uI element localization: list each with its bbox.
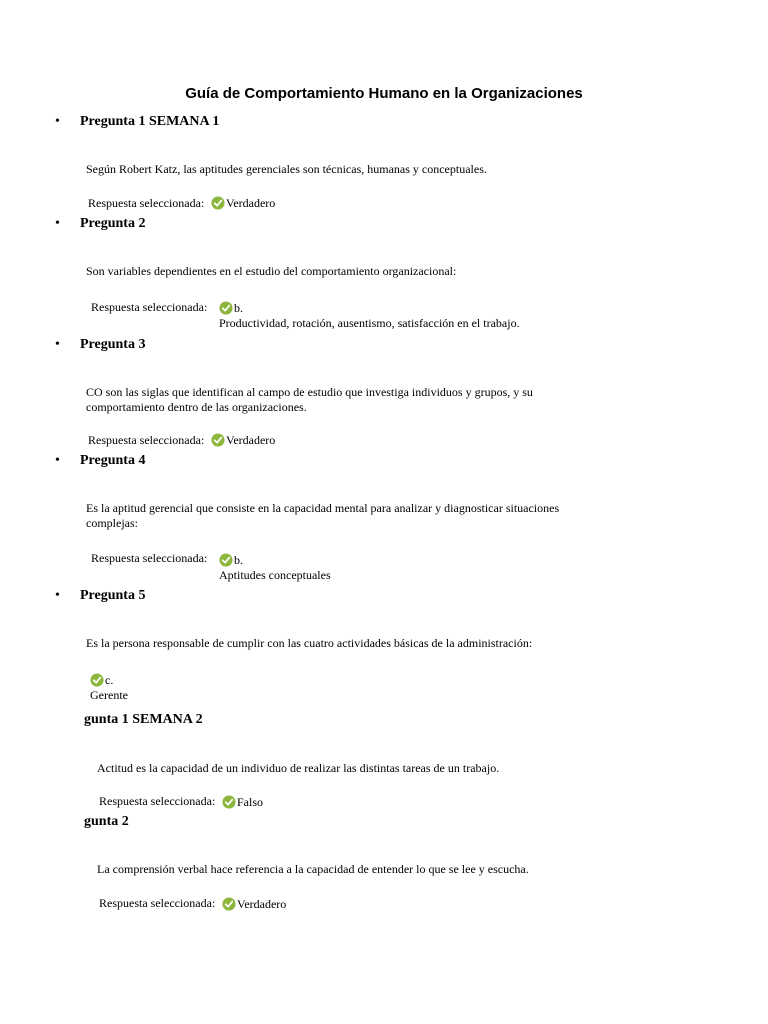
bullet: • (55, 588, 60, 603)
answer-label: Respuesta seleccionada: (88, 196, 205, 210)
answer-label: Respuesta seleccionada: (91, 300, 208, 314)
question-text: Según Robert Katz, las aptitudes gerenciales son técnicas, humanas y conceptuales. (86, 162, 487, 176)
answer-label: Respuesta seleccionada: (99, 794, 216, 808)
selected-answer (222, 897, 286, 912)
question-heading: Pregunta 5 (80, 588, 146, 603)
answer-label: Respuesta seleccionada: (91, 551, 208, 565)
answer-value: Verdadero (226, 433, 276, 447)
question-heading: gunta 2 (84, 814, 129, 829)
bullet: • (55, 114, 60, 129)
answer-value: Gerente (90, 688, 128, 702)
bullet: • (55, 216, 60, 231)
page-title: Guía de Comportamiento Humano en la Organizaciones (185, 85, 583, 102)
bullet: • (55, 337, 60, 352)
selected-answer (211, 196, 275, 211)
bullet: • (55, 453, 60, 468)
check-icon (211, 433, 225, 447)
selected-answer (222, 795, 263, 810)
question-heading: Pregunta 3 (80, 337, 146, 352)
answer-value: Verdadero (237, 897, 287, 911)
check-icon (222, 897, 236, 911)
check-icon (219, 553, 233, 567)
check-icon (222, 795, 236, 809)
answer-label: Respuesta seleccionada: (99, 896, 216, 910)
question-heading: Pregunta 2 (80, 216, 146, 231)
answer-value: Falso (237, 795, 264, 809)
selected-answer (90, 673, 113, 688)
check-icon (211, 196, 225, 210)
selected-answer (219, 553, 243, 568)
question-text: Son variables dependientes en el estudio del comportamiento organizacional: (86, 264, 457, 278)
check-icon (90, 673, 104, 687)
question-text: CO son las siglas que identifican al campo de estudio que investiga individuos y grupos, y su comportamiento dentro de las organizaciones. (86, 385, 533, 414)
selected-answer (211, 433, 275, 448)
check-icon (219, 301, 233, 315)
answer-label: Respuesta seleccionada: (88, 433, 205, 447)
answer-value: Productividad, rotación, ausentismo, satisfacción en el trabajo. (219, 316, 520, 330)
answer-option: b. (234, 553, 243, 567)
selected-answer (219, 301, 243, 316)
question-heading: gunta 1 SEMANA 2 (84, 712, 203, 727)
answer-option: b. (234, 301, 243, 315)
question-text: Actitud es la capacidad de un individuo de realizar las distintas tareas de un trabajo. (97, 761, 500, 775)
answer-value: Verdadero (226, 196, 276, 210)
question-text: Es la aptitud gerencial que consiste en la capacidad mental para analizar y diagnosticar situaciones complejas: (86, 501, 560, 530)
question-heading: Pregunta 1 SEMANA 1 (80, 114, 220, 129)
answer-option: c. (105, 673, 114, 687)
question-text: Es la persona responsable de cumplir con las cuatro actividades básicas de la administración: (86, 636, 533, 650)
question-heading: Pregunta 4 (80, 453, 146, 468)
question-text: La comprensión verbal hace referencia a la capacidad de entender lo que se lee y escucha. (97, 862, 529, 876)
answer-value: Aptitudes conceptuales (219, 568, 331, 582)
